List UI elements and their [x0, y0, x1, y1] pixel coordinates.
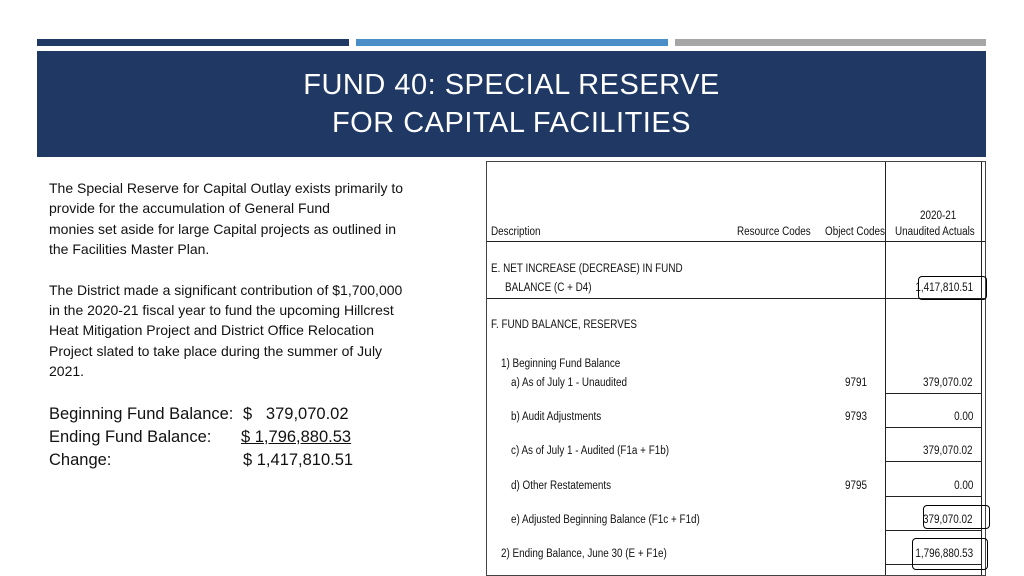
change-label: Change:: [49, 451, 112, 469]
highlight-box-adjusted-beginning: [923, 505, 990, 529]
header-description: Description: [491, 226, 541, 238]
highlight-box-ending-balance: [912, 538, 988, 570]
p2-line: The District made a significant contribution of $1,700,000: [49, 281, 403, 298]
beginning-balance-value: $ 379,070.02: [243, 405, 349, 423]
fund-balance-table: [486, 161, 986, 576]
row-b-desc: b) Audit Adjustments: [511, 411, 602, 423]
row-a-desc: a) As of July 1 - Unaudited: [511, 377, 628, 389]
row-e-desc: e) Adjusted Beginning Balance (F1c + F1d): [511, 514, 700, 526]
highlight-box-net-increase: [918, 276, 987, 300]
ending-balance-value: $ 1,796,880.53: [241, 428, 352, 446]
table-value-rule: [885, 530, 981, 531]
row-a-code: 9791: [845, 377, 868, 389]
p1-line: The Special Reserve for Capital Outlay exists primarily to: [49, 180, 404, 196]
change-value: $ 1,417,810.51: [243, 451, 354, 469]
accent-bar-blue: [356, 39, 668, 46]
paragraph-1: [49, 178, 459, 260]
change-row: [49, 449, 389, 472]
table-column-divider: [885, 162, 886, 575]
row-d-code: 9795: [845, 480, 868, 492]
header-year: 2020-21: [920, 210, 957, 222]
p1-line: provide for the accumulation of General Fund: [49, 200, 330, 217]
beginning-balance-row: [49, 403, 389, 426]
table-value-rule: [885, 427, 981, 428]
beginning-fund-balance-header: 1) Beginning Fund Balance: [501, 358, 621, 370]
row-c-value: 379,070.02: [923, 445, 973, 457]
ending-balance-table-value: 1,796,880.53: [915, 548, 973, 560]
row-b-value: 0.00: [953, 411, 973, 423]
section-f-label: F. FUND BALANCE, RESERVES: [491, 319, 638, 331]
p2-line: 2021.: [49, 363, 85, 380]
title-line-2: FOR CAPITAL FACILITIES: [331, 107, 692, 139]
ending-balance-label: Ending Fund Balance:: [49, 428, 212, 446]
section-e-value: 1,417,810.51: [915, 282, 973, 294]
section-e-label: E. NET INCREASE (DECREASE) IN FUND: [491, 263, 683, 275]
body-text: [49, 178, 459, 402]
accent-bar-gray: [675, 39, 986, 46]
table-header-rule: [487, 241, 986, 242]
title-band: [37, 51, 986, 157]
section-e-label-cont: BALANCE (C + D4): [505, 282, 592, 294]
header-unaudited-actuals: Unaudited Actuals: [895, 226, 975, 238]
paragraph-2: [49, 280, 459, 382]
p2-line: in the 2020-21 fiscal year to fund the upcoming Hillcrest: [49, 302, 394, 319]
table-value-rule: [885, 461, 981, 462]
row-d-desc: d) Other Restatements: [511, 480, 612, 492]
header-object-codes: Object Codes: [825, 226, 885, 238]
p2-line: Heat Mitigation Project and District Office Relocation: [49, 322, 374, 339]
ending-balance-desc: 2) Ending Balance, June 30 (E + F1e): [501, 548, 667, 560]
p2-line: Project slated to take place during the summer of July: [49, 342, 383, 359]
balance-summary: [49, 403, 389, 472]
table-value-rule: [885, 393, 981, 394]
row-d-value: 0.00: [953, 480, 973, 492]
row-c-desc: c) As of July 1 - Audited (F1a + F1b): [511, 445, 670, 457]
table-value-rule: [885, 496, 981, 497]
p1-line: monies set aside for large Capital projects as outlined in: [49, 220, 397, 237]
accent-bar-navy: [37, 39, 349, 46]
p1-line: the Facilities Master Plan.: [49, 241, 210, 258]
beginning-balance-label: Beginning Fund Balance:: [49, 405, 234, 423]
header-resource-codes: Resource Codes: [737, 226, 811, 238]
title-line-1: FUND 40: SPECIAL RESERVE: [303, 69, 720, 101]
table-section-rule: [487, 298, 986, 299]
row-a-value: 379,070.02: [923, 377, 973, 389]
ending-balance-row: [49, 426, 389, 449]
row-e-value: 379,070.02: [923, 514, 973, 526]
row-b-code: 9793: [845, 411, 868, 423]
